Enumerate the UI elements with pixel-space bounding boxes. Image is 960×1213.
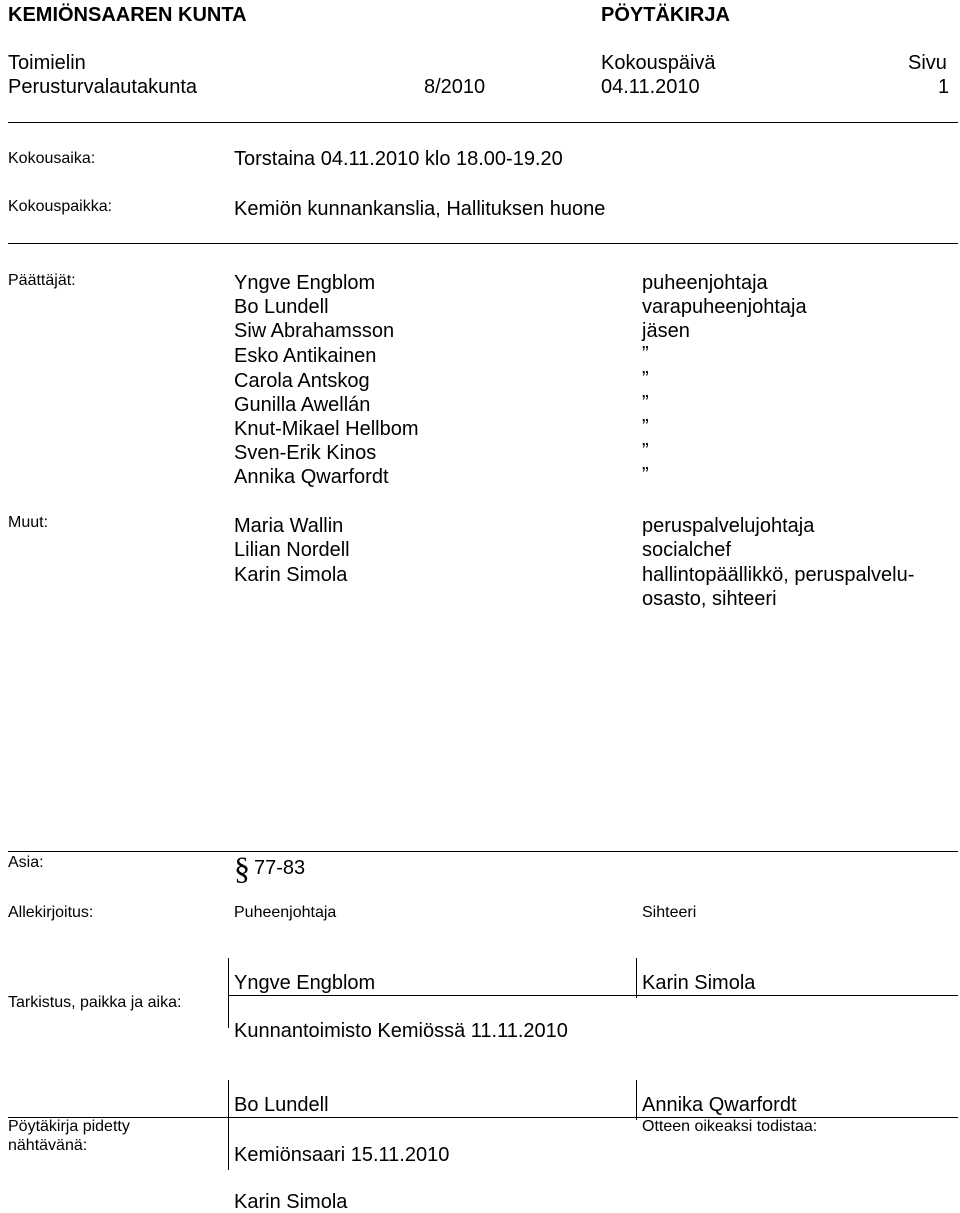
review-place-time: Kunnantoimisto Kemiössä 11.11.2010	[234, 1020, 568, 1042]
page-label: Sivu	[908, 52, 947, 74]
review-label: Tarkistus, paikka ja aika:	[8, 994, 182, 1011]
page-number: 1	[938, 76, 950, 98]
other-name: Maria Wallin	[234, 515, 344, 537]
member-role: puheenjohtaja	[642, 272, 768, 294]
municipality-name: KEMIÖNSAAREN KUNTA	[8, 4, 247, 26]
review-divider-left	[228, 958, 229, 1028]
chair-name: Yngve Engblom	[234, 972, 376, 994]
member-role-ditto: ”	[642, 440, 649, 462]
publication-place-time: Kemiönsaari 15.11.2010	[234, 1144, 450, 1166]
matters-range: 77-83	[254, 857, 306, 879]
header-divider	[8, 122, 958, 123]
member-name: Yngve Engblom	[234, 272, 376, 294]
signature-line	[228, 995, 958, 996]
other-role: hallintopäällikkö, peruspalvelu-	[642, 564, 915, 586]
member-role-ditto: ”	[642, 392, 649, 414]
member-role: varapuheenjohtaja	[642, 296, 807, 318]
member-role-ditto: ”	[642, 416, 649, 438]
member-name: Annika Qwarfordt	[234, 466, 389, 488]
other-name: Karin Simola	[234, 564, 348, 586]
matters-divider	[8, 851, 958, 852]
other-role-continuation: osasto, sihteeri	[642, 588, 777, 610]
certify-label: Otteen oikeaksi todistaa:	[642, 1118, 818, 1135]
reviewer-1: Bo Lundell	[234, 1094, 329, 1116]
date-label: Kokouspäivä	[601, 52, 716, 74]
member-name: Bo Lundell	[234, 296, 329, 318]
chair-label: Puheenjohtaja	[234, 904, 337, 921]
secretary-label: Sihteeri	[642, 904, 697, 921]
other-role: peruspalvelujohtaja	[642, 515, 815, 537]
others-label: Muut:	[8, 514, 49, 531]
meeting-divider	[8, 243, 958, 244]
review-divider-mid	[636, 958, 637, 998]
member-role-ditto: ”	[642, 368, 649, 390]
matters-label: Asia:	[8, 854, 44, 871]
organ-name: Perusturvalautakunta	[8, 76, 198, 98]
meeting-date: 04.11.2010	[601, 76, 700, 98]
member-name: Gunilla Awellán	[234, 394, 371, 416]
member-name: Carola Antskog	[234, 370, 370, 392]
member-name: Esko Antikainen	[234, 345, 377, 367]
meeting-number: 8/2010	[424, 76, 486, 98]
member-role-ditto: ”	[642, 464, 649, 486]
other-role: socialchef	[642, 539, 731, 561]
secretary-name: Karin Simola	[642, 972, 756, 994]
member-role: jäsen	[642, 320, 690, 342]
publication-divider-mid	[636, 1080, 637, 1120]
meeting-time: Torstaina 04.11.2010 klo 18.00-19.20	[234, 148, 563, 170]
other-name: Lilian Nordell	[234, 539, 350, 561]
members-label: Päättäjät:	[8, 272, 76, 289]
organ-label: Toimielin	[8, 52, 86, 74]
meeting-time-label: Kokousaika:	[8, 150, 96, 167]
meeting-place-label: Kokouspaikka:	[8, 198, 113, 215]
meeting-place: Kemiön kunnankanslia, Hallituksen huone	[234, 198, 606, 220]
publication-label-line1: Pöytäkirja pidetty	[8, 1118, 130, 1135]
member-name: Knut-Mikael Hellbom	[234, 418, 419, 440]
member-name: Siw Abrahamsson	[234, 320, 395, 342]
certifier-name: Karin Simola	[234, 1191, 348, 1213]
publication-label-line2: nähtävänä:	[8, 1137, 88, 1154]
member-role-ditto: ”	[642, 343, 649, 365]
signature-label: Allekirjoitus:	[8, 904, 94, 921]
member-name: Sven-Erik Kinos	[234, 442, 377, 464]
section-symbol: §	[234, 850, 250, 886]
reviewer-2: Annika Qwarfordt	[642, 1094, 797, 1116]
publication-divider-left	[228, 1080, 229, 1170]
document-type: PÖYTÄKIRJA	[601, 4, 730, 26]
